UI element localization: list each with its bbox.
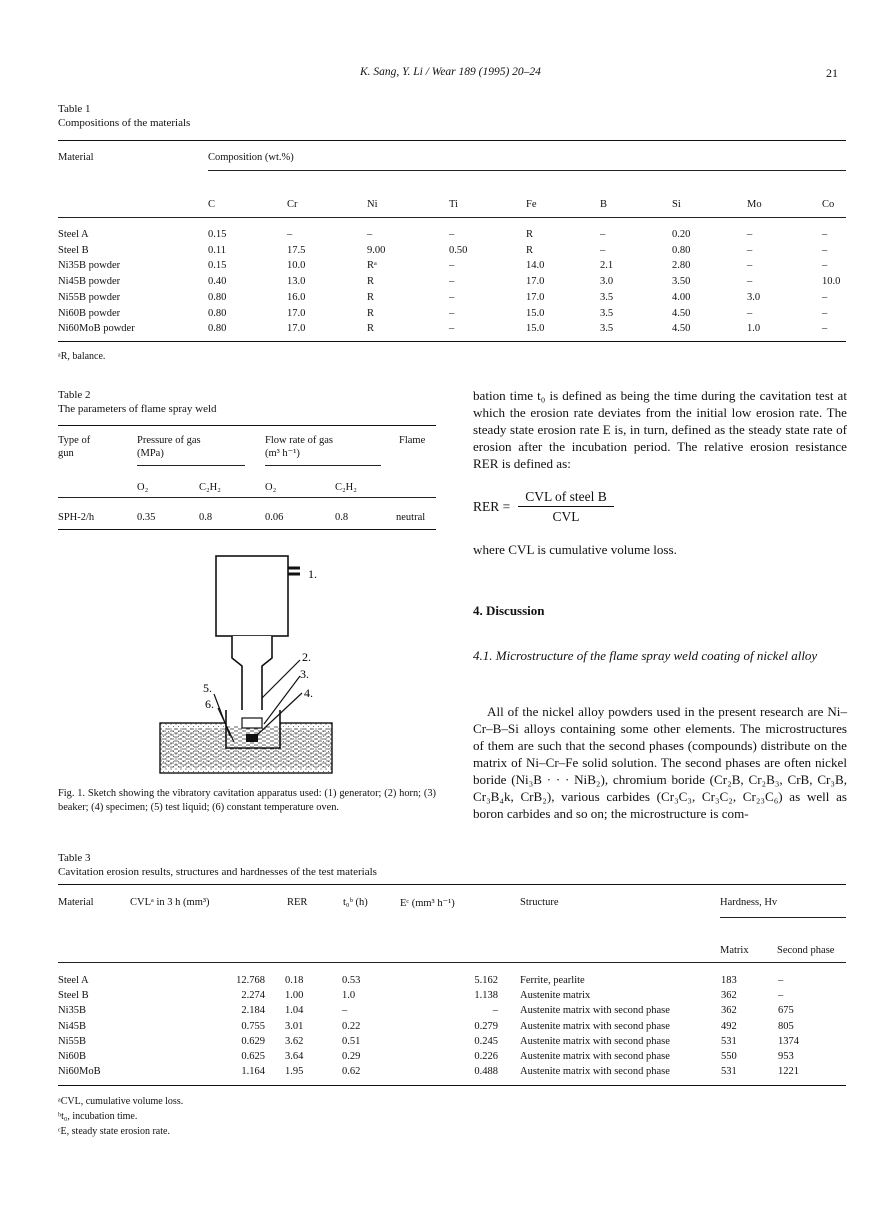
table3-hardness-rule — [720, 917, 846, 918]
table1-cell: 4.50 — [672, 323, 691, 335]
table1-cell: 10.0 — [287, 260, 306, 272]
table1-cell: 0.15 — [208, 229, 227, 240]
table3-cell: 0.51 — [342, 1035, 361, 1047]
table2-caption: The parameters of flame spray weld — [58, 403, 217, 415]
figure-label-6: 6. — [205, 697, 214, 711]
table1-cell: – — [822, 291, 828, 303]
table3-head-rule — [58, 962, 846, 963]
table3-cell: 0.226 — [474, 1051, 498, 1062]
table1-col-material: Material — [58, 152, 94, 163]
table3-cell: 805 — [778, 1020, 794, 1032]
table3-cell: – — [778, 990, 784, 1002]
table1-cell: – — [600, 244, 606, 256]
table2-cell-c2h2-pressure: 0.8 — [199, 512, 213, 523]
table1-cell: – — [449, 323, 455, 335]
table3-row-label: Ni60MoB — [58, 1066, 101, 1078]
table2-col-type-1: Type of — [58, 435, 91, 446]
table3-cell: 1.0 — [342, 990, 356, 1002]
table3-cell: 1.95 — [285, 1066, 304, 1078]
table3-cell: 0.755 — [241, 1020, 265, 1032]
table1-row-label: Ni35B powder — [58, 260, 121, 272]
table3-cell: 0.279 — [474, 1020, 498, 1032]
table3-row-label: Ni35B — [58, 1005, 87, 1017]
paragraph-incubation: bation time t₀ is defined as being the time during the cavitation test at which the erosion rate deviates from the initial low erosion rate. The steady state erosion rate E is, in turn, defined as the steady state rate of erosion after the incubation period. The relative erosion resistance RER is defined as: — [473, 388, 847, 471]
table1-cell: 2.80 — [672, 260, 691, 272]
table3-cell: 2.184 — [241, 1005, 265, 1017]
table2-flow-rule — [265, 465, 381, 466]
table3-cell: 550 — [721, 1051, 737, 1062]
table1-col-ti: Ti — [449, 199, 458, 210]
table1-cell: 3.5 — [600, 323, 614, 335]
table3-cell: 675 — [778, 1005, 794, 1017]
table1-cell: R — [367, 291, 375, 303]
table1-col-mo: Mo — [747, 199, 762, 210]
table3-row-label: Ni55B — [58, 1035, 87, 1047]
table3-cell: Austenite matrix with second phase — [520, 1005, 670, 1017]
table1-cell: – — [822, 323, 828, 335]
paragraph-microstructure: All of the nickel alloy powders used in the present research are Ni–Cr–B–Si alloys containing some other elements. The microstructures of them are such that the second phases (compounds) distribute on the matrix of Ni–Cr–Fe solid solution. The second phases are often nickel boride (Ni₃B · · · NiB₂), chromium boride (Cr₂B, Cr₂B₃, CrB, Cr₃B, Cr₃B₄k, CrB₂), various carbides (Cr₃C₃, Cr₃C₂, Cr₂₃C₆) as well as boron carbides and so on; the microstructure is com- — [473, 704, 847, 821]
table3-cell: 953 — [778, 1051, 794, 1062]
table1-cell: 3.50 — [672, 276, 691, 288]
table1-group-rule — [208, 170, 846, 171]
table3-cell: 531 — [721, 1035, 737, 1047]
table3-cell: 1.164 — [241, 1066, 265, 1078]
running-title: K. Sang, Y. Li / Wear 189 (1995) 20–24 — [360, 66, 541, 78]
table1-cell: 0.80 — [208, 307, 227, 319]
table3-col-material: Material — [58, 897, 94, 908]
table3-cell: 1374 — [778, 1035, 799, 1047]
table2-col-pressure-1: Pressure of gas — [137, 435, 201, 446]
table3-footnote-c: ᶜE, steady state erosion rate. — [58, 1126, 170, 1137]
table1-cell: 4.00 — [672, 291, 691, 303]
table2-pressure-rule — [137, 465, 245, 466]
table1-cell: 15.0 — [526, 323, 545, 335]
table1-cell: 0.15 — [208, 260, 227, 272]
table1-row-label: Ni60MoB powder — [58, 323, 135, 335]
table1-cell: 3.5 — [600, 291, 614, 303]
table3-cell: 1.00 — [285, 990, 304, 1002]
table3-footnote-a: ᵃCVL, cumulative volume loss. — [58, 1096, 184, 1107]
table1-cell: 0.20 — [672, 229, 691, 240]
table1-cell: 3.0 — [747, 291, 761, 303]
table1-cell: 14.0 — [526, 260, 545, 272]
table3-cell: 3.62 — [285, 1035, 304, 1047]
table1-cell: – — [449, 260, 455, 272]
table1-cell: – — [747, 244, 753, 256]
table3-cell: 0.18 — [285, 975, 304, 986]
table3-col-hardness: Hardness, Hv — [720, 897, 778, 908]
table1-cell: – — [747, 229, 753, 240]
horn-shape — [232, 636, 272, 718]
table3-cell: Austenite matrix with second phase — [520, 1035, 670, 1047]
table1-cell: – — [449, 307, 455, 319]
table1-cell: 17.5 — [287, 244, 306, 256]
table1-cell: 3.0 — [600, 276, 614, 288]
table1-cell: 17.0 — [526, 276, 545, 288]
table3-cell: 5.162 — [474, 975, 498, 986]
table1-cell: – — [449, 276, 455, 288]
table3-col-cvl: CVLᵃ in 3 h (mm³) — [130, 897, 210, 908]
table3-bottom-rule — [58, 1085, 846, 1086]
table2-label: Table 2 — [58, 389, 91, 401]
table3-cell: 183 — [721, 975, 737, 986]
table1-cell: 17.0 — [287, 323, 306, 335]
table1-cell: – — [747, 276, 753, 288]
table3-col-second: Second phase — [777, 945, 835, 956]
table3-cell: 531 — [721, 1066, 737, 1078]
table3-cell: – — [342, 1005, 348, 1017]
table3-cell: – — [492, 1005, 498, 1017]
table2-sub-o2-flow: O₂ — [265, 482, 277, 493]
table1-cell: R — [526, 229, 534, 240]
table3-cell: 2.274 — [241, 990, 265, 1002]
table1-cell: 17.0 — [287, 307, 306, 319]
table3-caption: Cavitation erosion results, structures and hardnesses of the test materials — [58, 866, 377, 878]
section-heading: 4. Discussion — [473, 603, 545, 618]
table1-row-label: Ni60B powder — [58, 307, 121, 319]
table1-cell: 10.0 — [822, 276, 841, 288]
table1-cell: 9.00 — [367, 244, 386, 256]
table2-cell-o2-pressure: 0.35 — [137, 512, 156, 523]
table3-cell: 1.04 — [285, 1005, 304, 1017]
table3-cell: Austenite matrix — [520, 990, 591, 1002]
figure1-caption: Fig. 1. Sketch showing the vibratory cavitation apparatus used: (1) generator; (2) horn; (3) beaker; (4) specimen; (5) test liquid; (6) constant temperature oven. — [58, 788, 436, 813]
table2-top-rule — [58, 425, 436, 426]
table1-cell: – — [822, 244, 828, 256]
table3-col-e: Eᶜ (mm³ h⁻¹) — [400, 898, 455, 909]
table1-cell: – — [822, 260, 828, 272]
table3-cell: 1.138 — [474, 990, 498, 1002]
table3-cell: 0.625 — [241, 1051, 265, 1062]
paragraph-cvl: where CVL is cumulative volume loss. — [473, 542, 677, 557]
table3-row-label: Ni45B — [58, 1020, 87, 1032]
table1-row-label: Ni55B powder — [58, 291, 121, 303]
table3-cell: 362 — [721, 990, 737, 1002]
table1-col-cr: Cr — [287, 199, 298, 210]
table2-col-type-2: gun — [58, 448, 74, 459]
table1-cell: 1.0 — [747, 323, 761, 335]
table1-cell: 16.0 — [287, 291, 306, 303]
table1-head-rule — [58, 217, 846, 218]
table3-cell: 0.629 — [241, 1035, 265, 1047]
table1-row-label: Steel A — [58, 229, 89, 240]
table1-cell: R — [367, 276, 375, 288]
table2-bottom-rule — [58, 529, 436, 530]
table1-cell: – — [449, 291, 455, 303]
table1-cell: 0.11 — [208, 244, 226, 256]
table1-cell: 13.0 — [287, 276, 306, 288]
table1-col-fe: Fe — [526, 199, 537, 210]
table1-bottom-rule — [58, 341, 846, 342]
table2-sub-o2-pressure: O₂ — [137, 482, 149, 493]
figure-label-2: 2. — [302, 650, 311, 664]
table3-col-structure: Structure — [520, 897, 559, 908]
table3-cell: 0.53 — [342, 975, 361, 986]
table1-cell: 0.80 — [208, 323, 227, 335]
table3-label: Table 3 — [58, 852, 91, 864]
table3-row-label: Steel A — [58, 975, 89, 986]
table1-cell: R — [367, 307, 375, 319]
table1-footnote: ᵃR, balance. — [58, 351, 106, 362]
page-number: 21 — [826, 66, 838, 80]
table3-row-label: Steel B — [58, 990, 89, 1002]
table3-cell: Austenite matrix with second phase — [520, 1020, 670, 1032]
table1-cell: – — [287, 229, 293, 240]
table3-cell: 0.22 — [342, 1020, 361, 1032]
table1-cell: – — [367, 229, 373, 240]
table1-cell: 4.50 — [672, 307, 691, 319]
table1-cell: 3.5 — [600, 307, 614, 319]
table3-cell: 12.768 — [236, 975, 265, 986]
table1-cell: – — [747, 307, 753, 319]
table2-head-rule — [58, 497, 436, 498]
generator-box — [216, 556, 288, 636]
table3-footnotes — [58, 1094, 183, 1139]
table2-col-flame: Flame — [399, 435, 426, 446]
table1-cell: 0.80 — [672, 244, 691, 256]
table2-cell-c2h2-flow: 0.8 — [335, 512, 349, 523]
right-column-text — [473, 387, 847, 472]
equation-lhs: RER = — [473, 499, 511, 514]
table2-col-flow-2: (m³ h⁻¹) — [265, 448, 300, 459]
table2-cell-flame: neutral — [396, 512, 426, 523]
table1-label: Table 1 — [58, 103, 91, 115]
subsection-heading: 4.1. Microstructure of the flame spray weld coating of nickel alloy — [473, 648, 818, 663]
table1-row-label: Ni45B powder — [58, 276, 121, 288]
table1-cell: – — [822, 307, 828, 319]
table1-col-co: Co — [822, 199, 835, 210]
table1-col-b: B — [600, 199, 608, 210]
table1-caption: Compositions of the materials — [58, 117, 191, 129]
table3-cell: 3.64 — [285, 1051, 304, 1062]
table2-col-flow-1: Flow rate of gas — [265, 435, 333, 446]
table1-cell: – — [822, 229, 828, 240]
table3-cell: Austenite matrix with second phase — [520, 1051, 670, 1062]
figure-label-4: 4. — [304, 686, 313, 700]
table1-cell: – — [449, 229, 455, 240]
cavitation-apparatus-figure — [150, 548, 360, 780]
table3-cell: 3.01 — [285, 1020, 304, 1032]
table3-footnote-b: ᵇt₀, incubation time. — [58, 1111, 138, 1122]
table2-sub-c2h2-flow: C₂H₂ — [335, 482, 357, 493]
table2-cell-type: SPH-2/h — [58, 512, 95, 523]
table3-cell: 0.62 — [342, 1066, 361, 1078]
table1-cell: 17.0 — [526, 291, 545, 303]
table3-col-matrix: Matrix — [720, 945, 749, 956]
table1-cell: – — [600, 229, 606, 240]
table1-col-ni: Ni — [367, 199, 378, 210]
table1-cell: Rᵃ — [367, 260, 377, 272]
table1-top-rule — [58, 140, 846, 141]
table2-cell-o2-flow: 0.06 — [265, 512, 284, 523]
table3-cell: 0.245 — [474, 1035, 498, 1047]
table3-cell: Ferrite, pearlite — [520, 975, 585, 986]
table1-col-group: Composition (wt.%) — [208, 152, 294, 163]
table1-cell: 2.1 — [600, 260, 614, 272]
table3-cell: 1221 — [778, 1066, 799, 1078]
table1-cell: 0.50 — [449, 244, 468, 256]
table3-col-t0: t₀ᵇ (h) — [343, 897, 368, 908]
figure-label-5: 5. — [203, 681, 212, 695]
table3-cell: – — [778, 975, 784, 986]
table3-cell: Austenite matrix with second phase — [520, 1066, 670, 1078]
equation-denominator: CVL — [552, 509, 580, 524]
table3-row-label: Ni60B — [58, 1051, 87, 1062]
table2-col-pressure-2: (MPa) — [137, 448, 164, 459]
table3-col-rer: RER — [287, 897, 308, 908]
table3-cell: 492 — [721, 1020, 737, 1032]
table2-sub-c2h2-pressure: C₂H₂ — [199, 482, 221, 493]
table3-cell: 0.488 — [474, 1066, 498, 1078]
figure-label-3: 3. — [300, 667, 309, 681]
table3-top-rule — [58, 884, 846, 885]
table1-cell: 0.80 — [208, 291, 227, 303]
equation-numerator: CVL of steel B — [518, 489, 614, 507]
table3-cell: 0.29 — [342, 1051, 361, 1062]
table1-row-label: Steel B — [58, 244, 89, 256]
table1-cell: 0.40 — [208, 276, 227, 288]
table1-col-si: Si — [672, 199, 681, 210]
table1-cell: – — [747, 260, 753, 272]
table1-cell: R — [526, 244, 534, 256]
figure-label-1: 1. — [308, 567, 317, 581]
table1-cell: R — [367, 323, 375, 335]
table1-cell: 15.0 — [526, 307, 545, 319]
table1-col-c: C — [208, 199, 216, 210]
table3-cell: 362 — [721, 1005, 737, 1017]
